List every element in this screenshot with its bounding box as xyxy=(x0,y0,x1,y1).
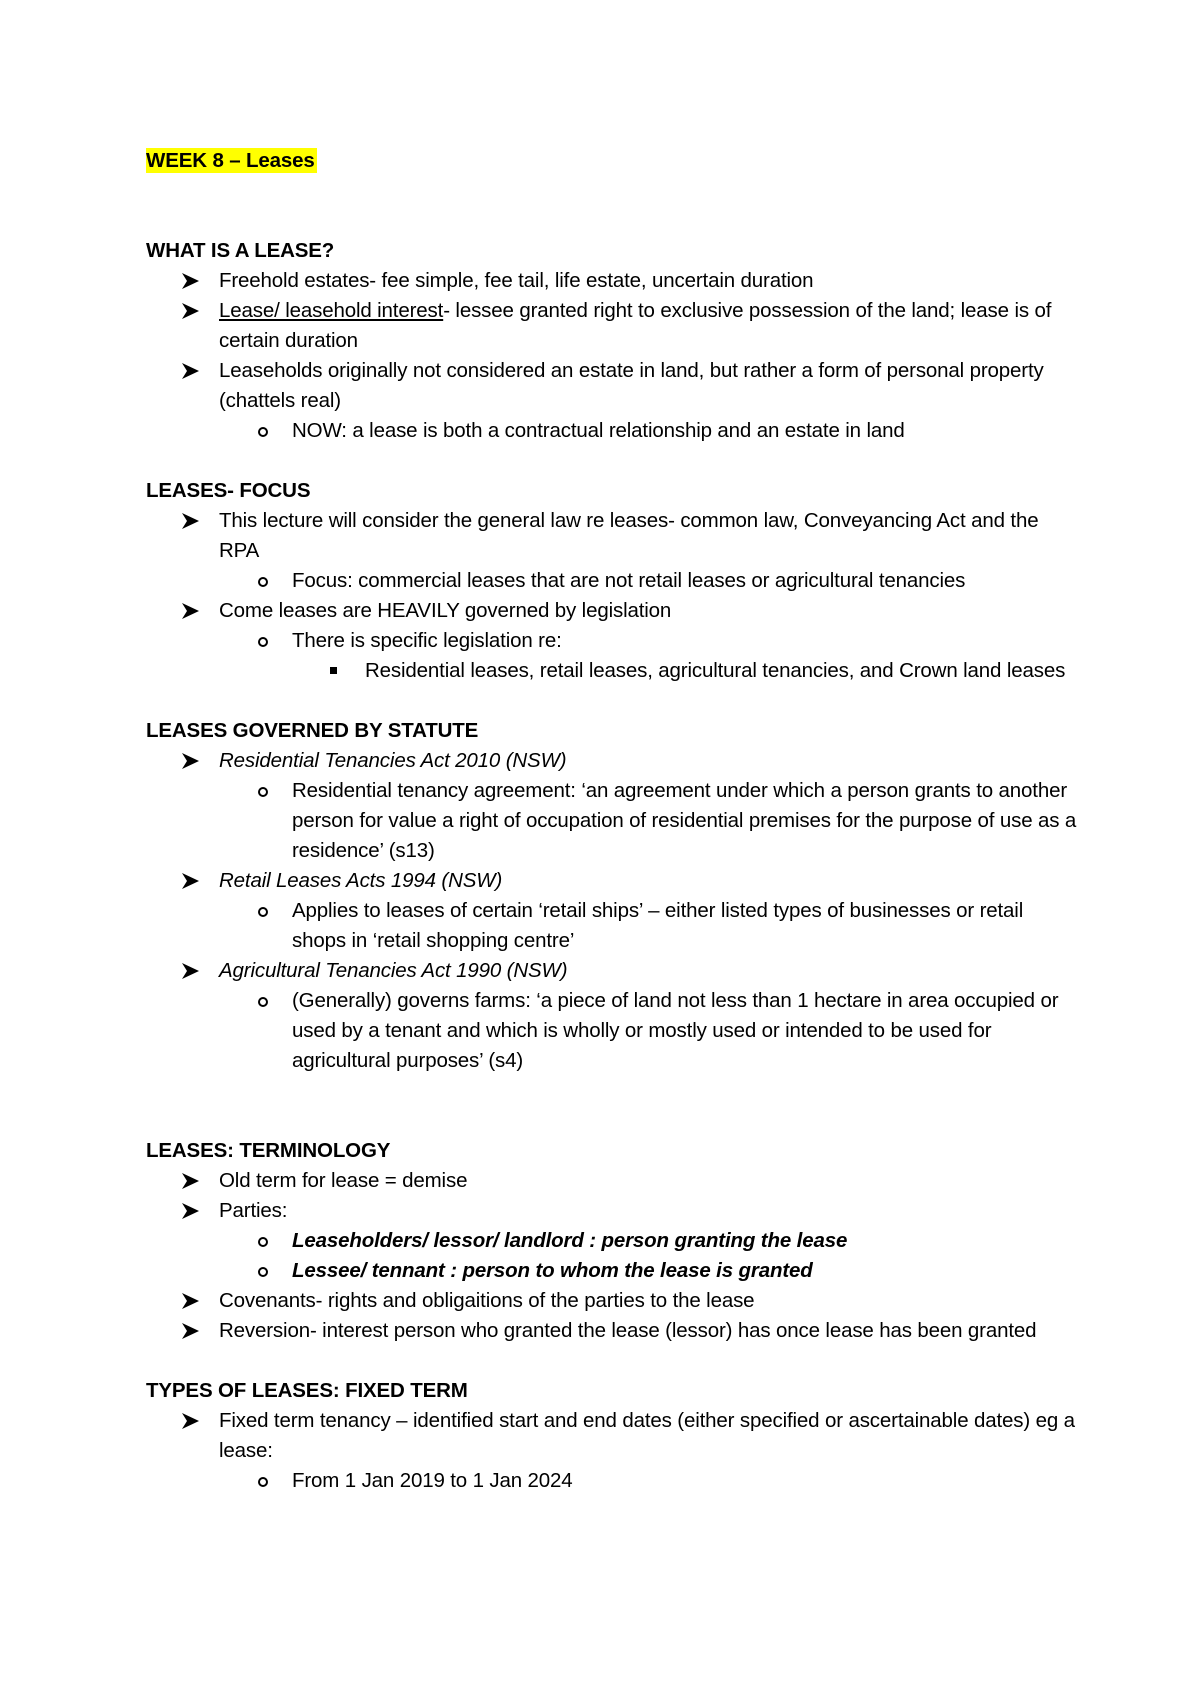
section-heading: LEASES GOVERNED BY STATUTE xyxy=(146,719,479,742)
bullet-list xyxy=(146,506,1080,686)
arrowhead-bullet-icon xyxy=(182,1316,202,1346)
arrowhead-bullet-icon xyxy=(182,866,202,896)
list-item-text: Residential leases, retail leases, agricultural tenancies, and Crown land leases xyxy=(365,659,1066,682)
section-heading: TYPES OF LEASES: FIXED TERM xyxy=(146,1379,468,1402)
statute-name: Residential Tenancies Act 2010 (NSW) xyxy=(219,749,567,772)
list-item xyxy=(146,1316,1080,1346)
list-item-text: Come leases are HEAVILY governed by legislation xyxy=(219,599,672,622)
section-fixed-term xyxy=(146,1376,1080,1496)
section-leases-governed-by-statute xyxy=(146,716,1080,1076)
bullet-list xyxy=(146,266,1080,446)
list-item xyxy=(146,626,1080,656)
list-item-text: Focus: commercial leases that are not retail leases or agricultural tenancies xyxy=(292,569,966,592)
title-highlight: WEEK 8 – Leases xyxy=(146,149,315,172)
statute-name: Retail Leases Acts 1994 (NSW) xyxy=(219,869,503,892)
list-item xyxy=(146,1406,1080,1466)
list-item xyxy=(146,266,1080,296)
arrowhead-bullet-icon xyxy=(182,956,202,986)
bullet-list xyxy=(146,746,1080,1076)
square-bullet-icon xyxy=(328,656,348,686)
circle-bullet-icon xyxy=(256,1256,276,1286)
list-item xyxy=(146,506,1080,566)
list-item xyxy=(146,956,1080,986)
arrowhead-bullet-icon xyxy=(182,596,202,626)
arrowhead-bullet-icon xyxy=(182,746,202,776)
underlined-term: Lease/ leasehold interest xyxy=(219,299,444,322)
arrowhead-bullet-icon xyxy=(182,356,202,386)
list-item-text: NOW: a lease is both a contractual relationship and an estate in land xyxy=(292,419,905,442)
arrowhead-bullet-icon xyxy=(182,1166,202,1196)
list-item xyxy=(146,566,1080,596)
definition-text: Leaseholders/ lessor/ landlord : person granting the lease xyxy=(292,1229,848,1252)
arrowhead-bullet-icon xyxy=(182,266,202,296)
list-item xyxy=(146,596,1080,626)
list-item xyxy=(146,746,1080,776)
list-item-text: Covenants- rights and obligaitions of the parties to the lease xyxy=(219,1289,755,1312)
circle-bullet-icon xyxy=(256,626,276,656)
list-item xyxy=(146,356,1080,416)
page-title xyxy=(146,146,1080,176)
section-leases-terminology xyxy=(146,1136,1080,1346)
circle-bullet-icon xyxy=(256,986,276,1016)
list-item xyxy=(146,416,1080,446)
list-item xyxy=(146,866,1080,896)
list-item-text: Applies to leases of certain ‘retail ships’ – either listed types of businesses or retail shops in ‘retail shopping centre’ xyxy=(292,899,1024,952)
list-item xyxy=(146,1286,1080,1316)
arrowhead-bullet-icon xyxy=(182,1406,202,1436)
section-what-is-a-lease xyxy=(146,236,1080,446)
definition-text: Lessee/ tennant : person to whom the lease is granted xyxy=(292,1259,813,1282)
list-item-text: Old term for lease = demise xyxy=(219,1169,468,1192)
bullet-list xyxy=(146,1166,1080,1346)
list-item-text: Leaseholds originally not considered an estate in land, but rather a form of personal property (chattels real) xyxy=(219,359,1044,412)
bullet-list xyxy=(146,1406,1080,1496)
list-item xyxy=(146,896,1080,956)
arrowhead-bullet-icon xyxy=(182,506,202,536)
list-item xyxy=(146,1166,1080,1196)
list-item-text: - lessee granted right to exclusive possession of the land; lease is of certain duration xyxy=(219,299,1052,352)
section-heading: LEASES: TERMINOLOGY xyxy=(146,1139,391,1162)
circle-bullet-icon xyxy=(256,566,276,596)
list-item-text: Freehold estates- fee simple, fee tail, life estate, uncertain duration xyxy=(219,269,814,292)
arrowhead-bullet-icon xyxy=(182,1196,202,1226)
list-item xyxy=(146,1256,1080,1286)
list-item xyxy=(146,656,1080,686)
list-item-text: Reversion- interest person who granted the lease (lessor) has once lease has been granted xyxy=(219,1319,1037,1342)
section-heading: WHAT IS A LEASE? xyxy=(146,239,335,262)
circle-bullet-icon xyxy=(256,776,276,806)
list-item-text: From 1 Jan 2019 to 1 Jan 2024 xyxy=(292,1469,573,1492)
list-item-text: This lecture will consider the general law re leases- common law, Conveyancing Act and the RPA xyxy=(219,509,1039,562)
list-item-text: Fixed term tenancy – identified start and end dates (either specified or ascertainable dates) eg a lease: xyxy=(219,1409,1075,1462)
list-item-text: (Generally) governs farms: ‘a piece of land not less than 1 hectare in area occupied or used by a tenant and which is wholly or mostly used or intended to be used for agricultural purposes’ (s4) xyxy=(292,989,1059,1072)
section-heading: LEASES- FOCUS xyxy=(146,479,311,502)
list-item xyxy=(146,1466,1080,1496)
list-item-text: There is specific legislation re: xyxy=(292,629,562,652)
circle-bullet-icon xyxy=(256,1226,276,1256)
list-item xyxy=(146,986,1080,1076)
list-item xyxy=(146,776,1080,866)
list-item-text: Residential tenancy agreement: ‘an agreement under which a person grants to another person for value a right of occupation of residential premises for the purpose of use as a residence’ (s13) xyxy=(292,779,1077,862)
arrowhead-bullet-icon xyxy=(182,296,202,326)
arrowhead-bullet-icon xyxy=(182,1286,202,1316)
list-item xyxy=(146,1196,1080,1226)
list-item xyxy=(146,1226,1080,1256)
circle-bullet-icon xyxy=(256,896,276,926)
list-item-text: Parties: xyxy=(219,1199,288,1222)
circle-bullet-icon xyxy=(256,416,276,446)
statute-name: Agricultural Tenancies Act 1990 (NSW) xyxy=(219,959,568,982)
section-leases-focus xyxy=(146,476,1080,686)
circle-bullet-icon xyxy=(256,1466,276,1496)
list-item xyxy=(146,296,1080,356)
